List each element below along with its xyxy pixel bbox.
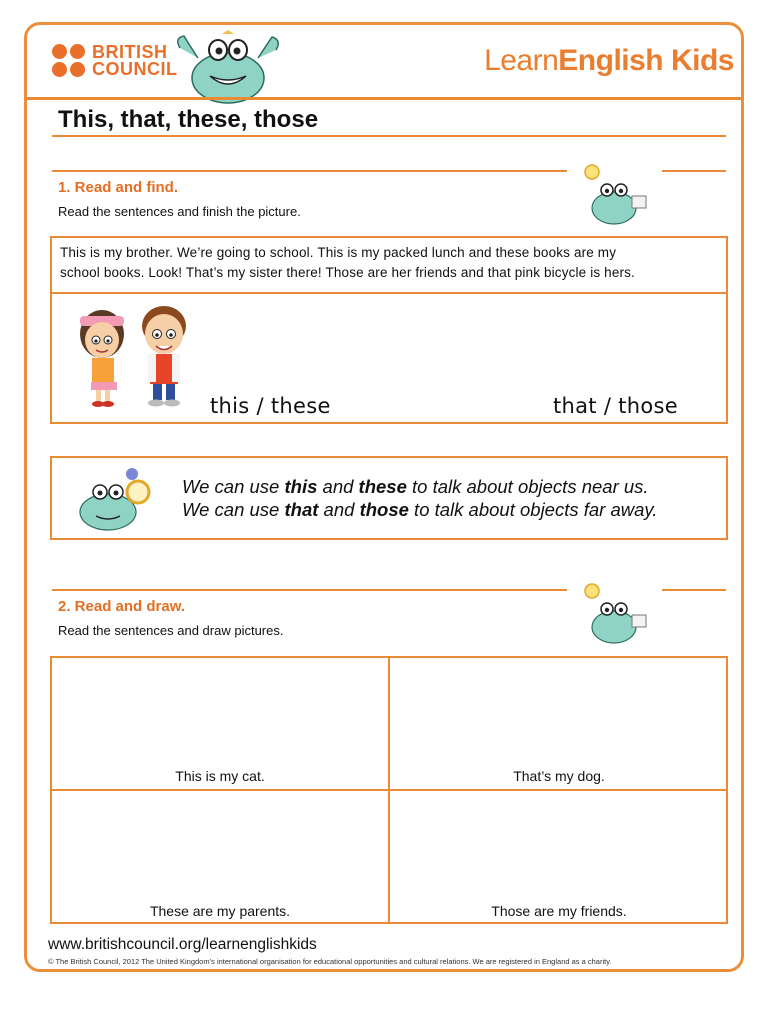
draw-cell-parents[interactable] — [52, 791, 390, 922]
keyword-these: these — [358, 476, 407, 497]
passage-box — [50, 236, 728, 294]
logo-learn: Learn — [484, 44, 559, 77]
brand-line2: COUNCIL — [92, 59, 178, 79]
keyword-this: this — [284, 476, 318, 497]
learnenglish-kids-logo — [484, 44, 734, 78]
british-council-dots-icon — [52, 44, 86, 78]
monster-mascot-icon — [172, 28, 284, 106]
keyword-that: that — [284, 499, 319, 520]
keyword-those: those — [359, 499, 409, 520]
draw-cell-friends[interactable] — [390, 791, 728, 922]
logo-english: English — [558, 44, 664, 77]
rule-line1: We can use this and these to talk about objects near us. — [182, 476, 649, 497]
section2-top-rule — [52, 589, 567, 591]
grammar-rule-box — [50, 456, 728, 540]
draw-cell-label: These are my parents. — [149, 903, 291, 919]
draw-cell-label: Those are my friends. — [491, 903, 627, 919]
draw-cell-label: This is my cat. — [175, 768, 265, 784]
monster-reading-icon-2 — [574, 579, 654, 647]
draw-cell-dog[interactable] — [390, 658, 728, 791]
rule-line2: We can use that and those to talk about objects far away. — [182, 499, 658, 520]
section1-top-rule-right — [662, 170, 726, 172]
passage-line1: This is my brother. We’re going to school. This is my packed lunch and these books are my — [60, 245, 617, 260]
title-underline — [52, 135, 726, 137]
section2-instruction: Read the sentences and draw pictures. — [58, 623, 284, 638]
monster-magnifier-icon — [72, 464, 162, 534]
drawing-grid — [50, 656, 728, 924]
brand-line1: BRITISH — [92, 42, 168, 62]
draw-cell-label: That’s my dog. — [513, 768, 605, 784]
draw-cell-cat[interactable] — [52, 658, 390, 791]
british-council-logo — [52, 44, 178, 78]
footer-url[interactable]: www.britishcouncil.org/learnenglishkids — [48, 936, 317, 953]
section1-top-rule — [52, 170, 567, 172]
section2-top-rule-right — [662, 589, 726, 591]
page-title: This, that, these, those — [58, 106, 319, 133]
section1-heading: 1. Read and find. — [58, 179, 179, 196]
label-far: that / those — [553, 394, 678, 418]
monster-reading-icon — [574, 160, 654, 228]
label-near: this / these — [210, 394, 331, 418]
picture-box[interactable] — [50, 292, 728, 424]
section2-heading: 2. Read and draw. — [58, 598, 185, 615]
children-illustration-icon — [72, 298, 222, 410]
header-divider — [26, 97, 742, 100]
logo-kids: Kids — [670, 44, 734, 77]
passage-line2: school books. Look! That’s my sister there! Those are her friends and that pink bicycle is hers. — [60, 265, 635, 280]
section1-instruction: Read the sentences and finish the picture. — [58, 204, 301, 219]
footer-copyright: © The British Council, 2012 The United Kingdom’s international organisation for educational opportunities and cultural relations. We are registered in England as a charity. — [48, 957, 612, 966]
